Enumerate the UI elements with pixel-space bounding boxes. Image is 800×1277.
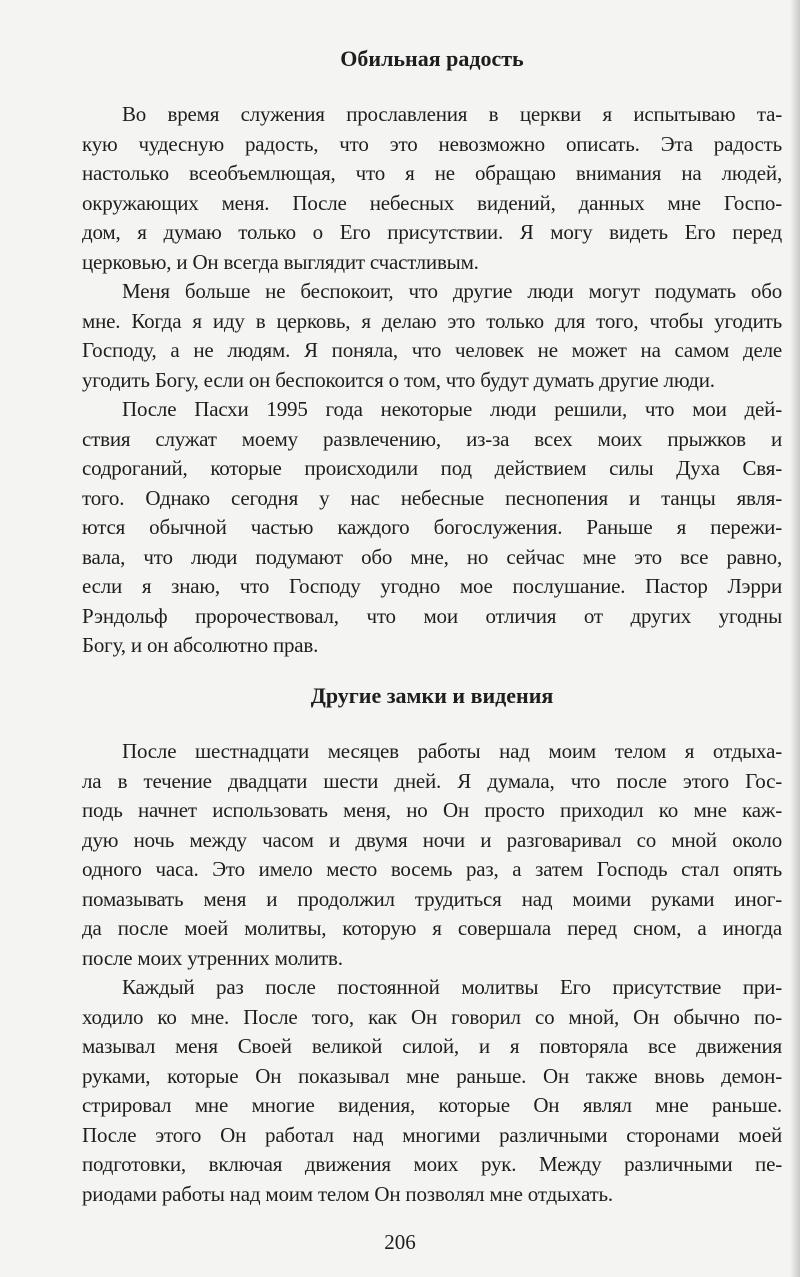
text-line: да после моей молитвы, которую я совершала перед сном, а иногда [82, 916, 782, 940]
text-line: После шестнадцати месяцев работы над моим телом я отдыха- [122, 739, 782, 763]
text-line: если я знаю, что Господу угодно мое послушание. Пастор Лэрри [82, 574, 782, 598]
text-line: вала, что люди подумают обо мне, но сейчас мне это все равно, [82, 544, 782, 569]
section-body [82, 100, 782, 661]
page-edge-shadow [790, 0, 800, 1277]
text-line: ла в течение двадцати шести дней. Я думала, что после этого Гос- [82, 768, 782, 793]
text-line: стрировал мне многие видения, которые Он являл мне раньше. [82, 1093, 782, 1117]
text-line: того. Однако сегодня у нас небесные песнопения и танцы явля- [82, 485, 782, 510]
text-line: риодами работы над моим телом Он позволял мне отдыхать. [82, 1181, 613, 1206]
text-line: кую чудесную радость, что это невозможно описать. Эта радость [82, 131, 782, 156]
text-line: Богу, и он абсолютно прав. [82, 633, 319, 657]
section-heading: Обильная радость [340, 46, 524, 71]
text-line: окружающих меня. После небесных видений, данных мне Госпо- [82, 190, 782, 215]
text-line: помазывать меня и продолжил трудиться над моими руками иног- [82, 886, 782, 911]
text-line: ются обычной частью каждого богослужения. Раньше я пережи- [82, 515, 782, 539]
text-line: мне. Когда я иду в церковь, я делаю это только для того, чтобы угодить [82, 308, 782, 333]
text-line: Рэндольф пророчествовал, что мои отличия от других угодны [82, 603, 782, 628]
text-line: После Пасхи 1995 года некоторые люди решили, что мои дей- [122, 397, 782, 421]
text-line: руками, которые Он показывал мне раньше. Он также вновь демон- [82, 1063, 782, 1088]
text-line: содроганий, которые происходили под действием силы Духа Свя- [82, 456, 782, 480]
text-line: дом, я думаю только о Его присутствии. Я могу видеть Его перед [82, 220, 782, 244]
section-heading: Другие замки и видения [310, 683, 554, 708]
text-line: После этого Он работал над многими различными сторонами моей [82, 1122, 782, 1147]
text-line: дую ночь между часом и двумя ночи и разговаривал со мной около [82, 827, 782, 852]
text-line: Каждый раз после постоянной молитвы Его присутствие при- [122, 975, 782, 999]
text-line: подь начнет использовать меня, но Он просто приходил ко мне каж- [82, 798, 782, 822]
text-line: подготовки, включая движения моих рук. Между различными пе- [82, 1152, 782, 1176]
text-line: церковью, и Он всегда выглядит счастливым. [82, 249, 479, 274]
text-line: ствия служат моему развлечению, из-за всех моих прыжков и [82, 426, 782, 451]
text-line: мазывал меня Своей великой силой, и я повторяла все движения [82, 1034, 782, 1058]
text-line: одного часа. Это имело место восемь раз, а затем Господь стал опять [82, 857, 782, 881]
page-number: 206 [384, 1230, 416, 1254]
section-body [82, 737, 782, 1209]
text-line: Господу, а не людям. Я поняла, что человек не может на самом деле [82, 338, 782, 362]
text-line: после моих утренних молитв. [82, 945, 343, 970]
text-line: Во время служения прославления в церкви я испытываю та- [122, 102, 782, 126]
text-line: настолько всеобъемлющая, что я не обращаю внимания на людей, [82, 161, 782, 185]
text-line: ходило ко мне. После того, как Он говорил со мной, Он обычно по- [82, 1004, 782, 1029]
text-line: угодить Богу, если он беспокоится о том, что будут думать другие люди. [82, 367, 715, 392]
text-line: Меня больше не беспокоит, что другие люди могут подумать обо [122, 279, 782, 303]
